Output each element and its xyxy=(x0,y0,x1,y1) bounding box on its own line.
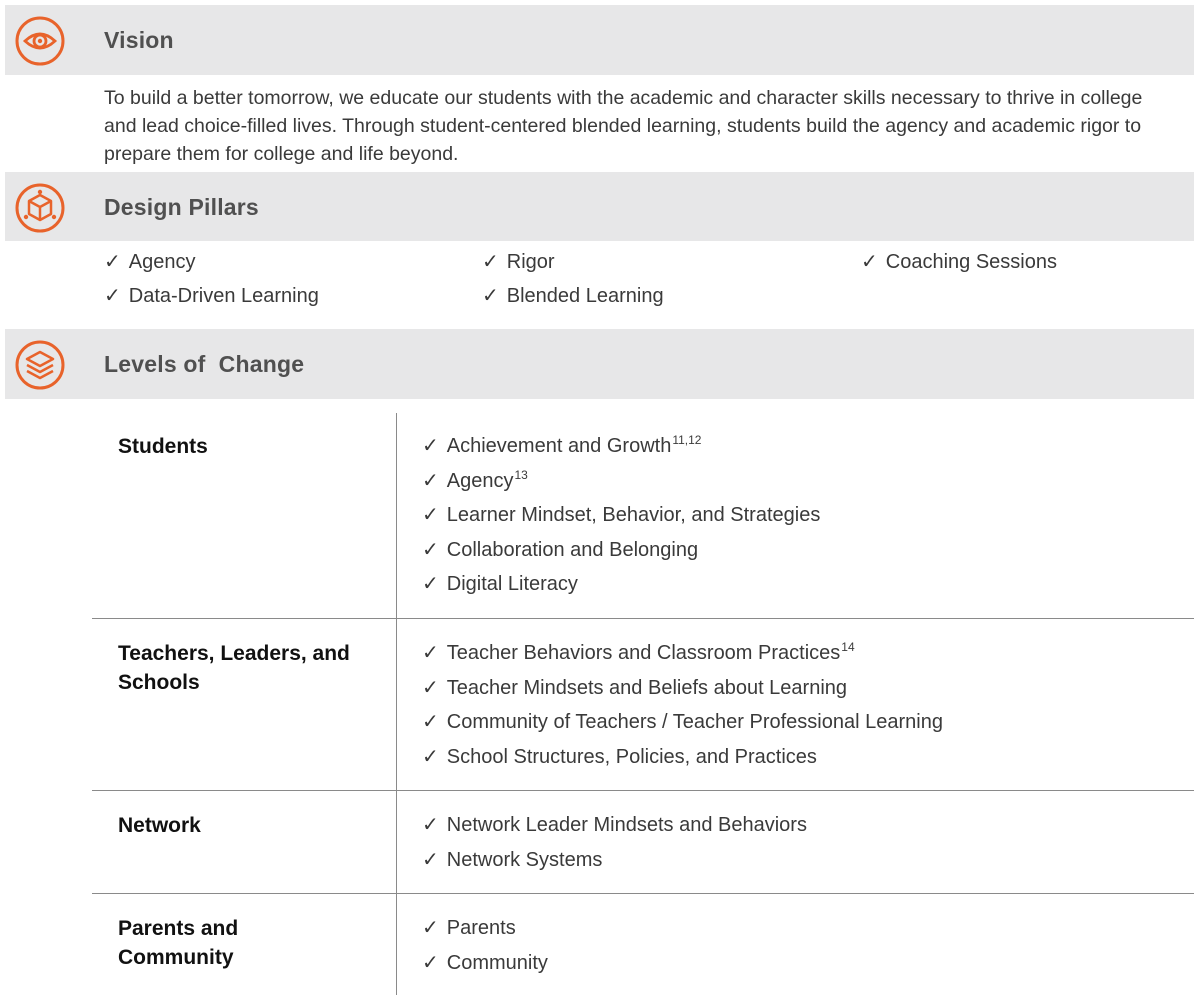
pillar-item: ✓ Data-Driven Learning xyxy=(104,285,319,307)
checkmark-icon: ✓ xyxy=(422,951,439,974)
checkmark-icon: ✓ xyxy=(104,251,121,273)
checkmark-icon: ✓ xyxy=(482,251,499,273)
pillar-item: ✓ Coaching Sessions xyxy=(861,251,1057,273)
footnote-ref: 14 xyxy=(841,640,855,654)
pillar-item: ✓ Blended Learning xyxy=(482,285,664,307)
checkmark-icon: ✓ xyxy=(422,538,439,561)
footnote-ref: 11,12 xyxy=(672,433,702,447)
vision-text: To build a better tomorrow, we educate our students with the academic and character skills necessary to thrive in college and lead choice-filled lives. Through student-centered blended learning, students build the agency and academic rigor to prepare them for college and life beyond. xyxy=(104,87,1143,165)
checkmark-icon: ✓ xyxy=(422,676,439,699)
cube-network-icon xyxy=(14,182,66,234)
checkmark-icon: ✓ xyxy=(422,573,439,596)
row-items-network xyxy=(422,808,807,877)
list-item: ✓ Network Leader Mindsets and Behaviors xyxy=(422,808,807,843)
list-item: ✓ Achievement and Growth$^{11,12}$ xyxy=(422,429,820,464)
checkmark-icon: ✓ xyxy=(422,814,439,836)
list-item: ✓ Network Systems xyxy=(422,843,807,878)
table-divider-vertical xyxy=(396,413,397,995)
table-row-divider xyxy=(92,790,1194,791)
pillars-title: Design Pillars xyxy=(104,194,259,220)
list-item: ✓ Digital Literacy xyxy=(422,567,820,602)
eye-icon xyxy=(14,15,66,67)
checkmark-icon: ✓ xyxy=(422,848,439,871)
list-item: ✓ Parents xyxy=(422,911,548,946)
row-label-teachers: Teachers, Leaders, and Schools xyxy=(118,642,350,694)
row-items-students xyxy=(422,429,820,602)
row-label-parents: Parents and Community xyxy=(118,917,239,969)
list-item: ✓ Agency$^{13}$ xyxy=(422,464,820,499)
list-item: ✓ Teacher Mindsets and Beliefs about Learning xyxy=(422,671,943,706)
checkmark-icon: ✓ xyxy=(422,504,439,527)
row-items-parents xyxy=(422,911,548,980)
pillar-item: ✓ Rigor xyxy=(482,251,555,273)
checkmark-icon: ✓ xyxy=(104,285,121,307)
list-item: ✓ Teacher Behaviors and Classroom Practices$^{14}$ xyxy=(422,636,943,671)
vision-title: Vision xyxy=(104,27,174,53)
levels-title: Levels of Change xyxy=(104,351,305,377)
list-item: ✓ Learner Mindset, Behavior, and Strategies xyxy=(422,498,820,533)
table-row-divider xyxy=(92,893,1194,894)
checkmark-icon: ✓ xyxy=(422,917,439,939)
checkmark-icon: ✓ xyxy=(482,285,499,307)
pillar-item: ✓ Agency xyxy=(104,251,196,273)
footnote-ref: 13 xyxy=(514,467,528,482)
list-item: ✓ Collaboration and Belonging xyxy=(422,533,820,568)
list-item: ✓ Community xyxy=(422,946,548,981)
checkmark-icon: ✓ xyxy=(422,745,439,768)
layers-icon xyxy=(14,339,66,391)
checkmark-icon: ✓ xyxy=(422,642,439,664)
list-item: ✓ School Structures, Policies, and Practices xyxy=(422,740,943,775)
row-items-teachers xyxy=(422,636,943,774)
table-row-divider xyxy=(92,618,1194,619)
checkmark-icon: ✓ xyxy=(422,435,439,457)
checkmark-icon: ✓ xyxy=(422,469,439,492)
checkmark-icon: ✓ xyxy=(861,251,878,273)
row-label-network: Network xyxy=(118,814,201,837)
list-item: ✓ Community of Teachers / Teacher Professional Learning xyxy=(422,705,943,740)
vision-header-band xyxy=(5,5,1194,75)
checkmark-icon: ✓ xyxy=(422,711,439,734)
row-label-students: Students xyxy=(118,435,208,458)
